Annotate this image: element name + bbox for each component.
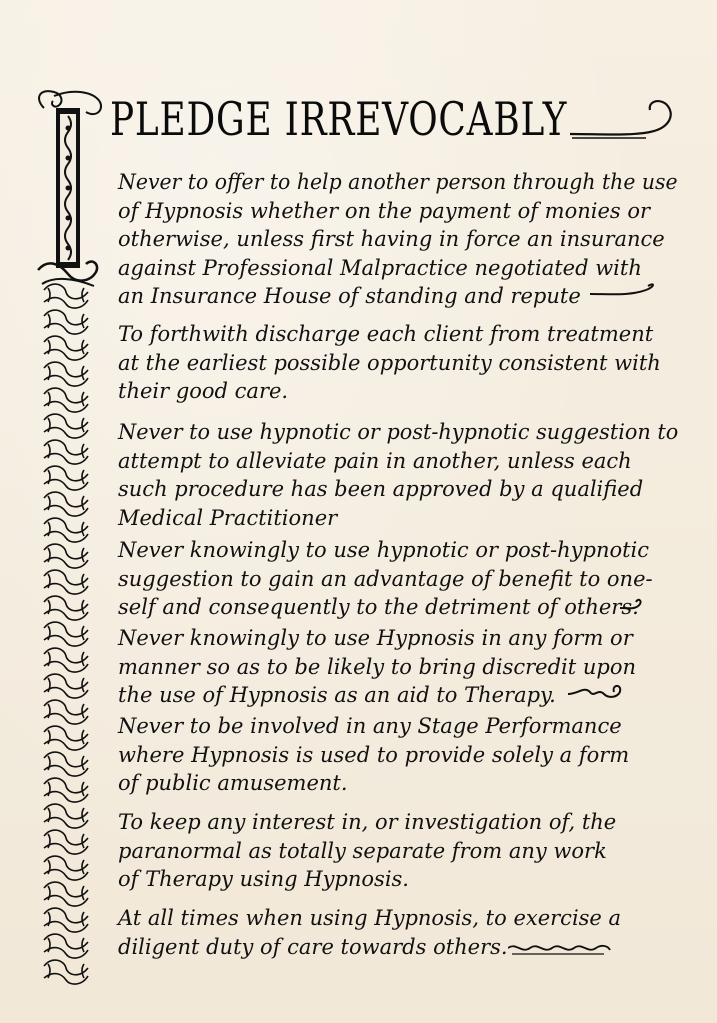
clause-line: Never to offer to help another person through the use <box>118 170 678 194</box>
clause-line: of Hypnosis whether on the payment of monies or <box>118 198 651 223</box>
clause-line: Medical Practitioner <box>118 505 338 530</box>
clause-line: against Professional Malpractice negotiated with <box>118 255 642 280</box>
celtic-border-ornament <box>40 280 92 1000</box>
clause-6 <box>118 712 678 798</box>
clause-line: paranormal as totally separate from any work <box>118 838 607 863</box>
clause-line: at the earliest possible opportunity consistent with <box>118 350 661 375</box>
clause-line: To keep any interest in, or investigation of, the <box>118 810 617 834</box>
clause-line: an Insurance House of standing and repute <box>118 284 581 308</box>
clause-line: of public amusement. <box>118 771 348 795</box>
illuminated-initial-i <box>34 88 104 288</box>
clause-line: Never to use hypnotic or post-hypnotic suggestion to <box>118 420 679 444</box>
clause-line: diligent duty of care towards others. <box>118 934 508 959</box>
line-end-flourish <box>590 282 660 302</box>
clause-line: such procedure has been approved by a qualified <box>118 477 644 501</box>
line-end-flourish <box>568 682 624 702</box>
clause-line: Never knowingly to use hypnotic or post-hypnotic <box>118 538 650 562</box>
clause-line: To forthwith discharge each client from treatment <box>118 322 654 346</box>
clause-line: manner so as to be likely to bring discredit upon <box>118 654 637 679</box>
clause-line: of Therapy using Hypnosis. <box>118 867 409 891</box>
clause-line: their good care. <box>118 379 289 403</box>
clause-line: where Hypnosis is used to provide solely a form <box>118 742 630 767</box>
clause-line: Never knowingly to use Hypnosis in any form or <box>118 626 633 650</box>
clause-7 <box>118 808 678 894</box>
heading-flourish <box>570 94 680 144</box>
closing-flourish <box>508 938 612 958</box>
clause-line: attempt to alleviate pain in another, unless each <box>118 448 632 473</box>
clause-2 <box>118 320 678 406</box>
clause-4 <box>118 536 678 622</box>
clause-line: self and consequently to the detriment of others. <box>118 595 639 619</box>
pledge-heading: PLEDGE IRREVOCABLY <box>110 92 568 146</box>
clause-line: the use of Hypnosis as an aid to Therapy. <box>118 683 556 707</box>
clause-line: At all times when using Hypnosis, to exercise a <box>118 906 622 930</box>
clause-3 <box>118 418 678 532</box>
line-end-flourish <box>620 596 644 616</box>
clause-line: suggestion to gain an advantage of benefit to one- <box>118 566 653 591</box>
clause-line: otherwise, unless first having in force an insurance <box>118 227 665 251</box>
clause-line: Never to be involved in any Stage Performance <box>118 714 622 738</box>
